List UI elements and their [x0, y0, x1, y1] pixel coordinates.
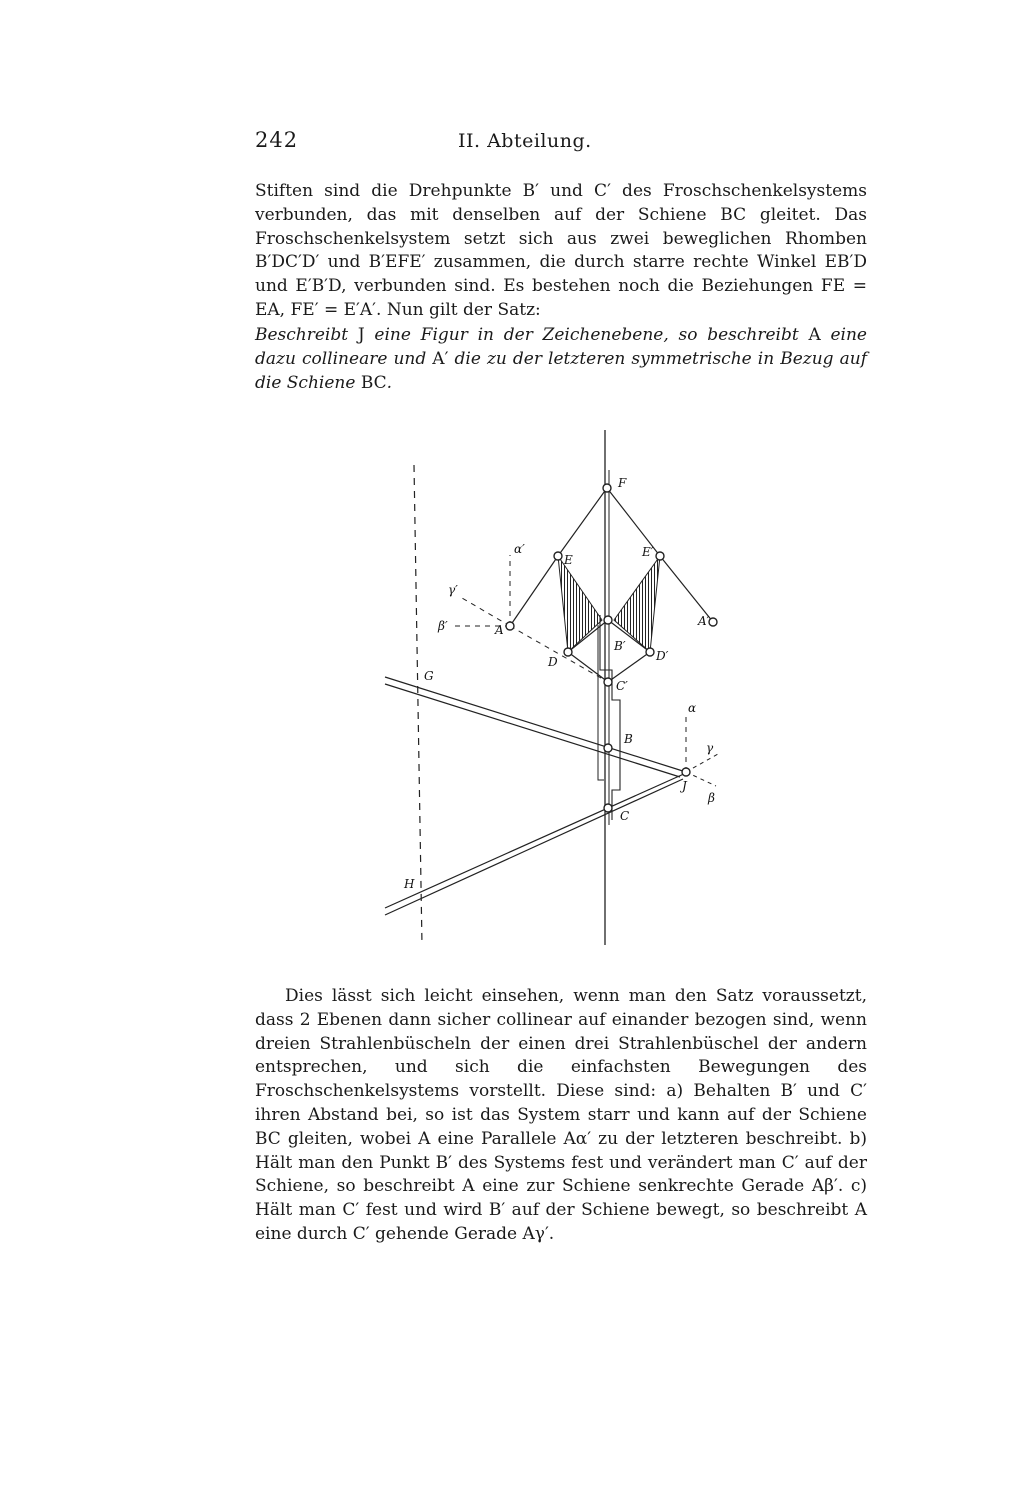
label-cprime: C′ [616, 679, 628, 693]
link-e-a [510, 556, 558, 626]
label-b: B [624, 732, 633, 746]
label-c: C [620, 809, 630, 823]
label-aprime: A′ [698, 614, 710, 628]
label-e: E [564, 553, 573, 567]
dashed-a-gamma-prime [462, 598, 510, 626]
theorem-text-3: eine dazu collineare und [255, 325, 867, 369]
label-d: D [548, 655, 558, 669]
joint-bprime [604, 616, 612, 624]
label-gamma: γ [706, 741, 714, 755]
theorem-statement [255, 324, 867, 395]
joint-f [603, 484, 611, 492]
paragraph-intro: Stiften sind die Drehpunkte B′ und C′ des Froschschenkelsystems verbunden, das mit denselben auf der Schiene BC gleitet. Das Froschschenkelsystem setzt sich aus zwei beweglichen Rhomben B′DC′D′ und B′EFE′ zusammen, die durch starre rechte Winkel EB′D und E′B′D, verbunden sind. Es bestehen noch die Beziehungen FE = EA, FE′ = E′A′. Nun gilt der Satz: [255, 181, 867, 320]
page-number: 242 [255, 128, 299, 152]
dashed-j-gamma [686, 754, 718, 772]
link-eprime-aprime [660, 556, 713, 622]
label-gamma-prime: γ′ [448, 583, 458, 597]
rod-gj-a [385, 677, 686, 772]
running-head: II. Abteilung. [458, 130, 592, 152]
theorem-text-2: eine Figur in der Zeichenebene, so beschreibt [364, 325, 809, 345]
theorem-text-5: . [386, 372, 393, 393]
joint-aprime [709, 618, 717, 626]
joint-a [506, 622, 514, 630]
label-eprime: E′ [642, 545, 654, 559]
theorem-point-a: A [808, 325, 821, 345]
theorem-text-4: die zu der letzteren symmetrische in Bezug auf die Schiene [255, 348, 868, 393]
dashed-a-cprime [510, 626, 608, 682]
slider-block-2 [598, 625, 604, 780]
dashed-vertical-left [414, 465, 422, 945]
link-d-cprime [568, 652, 608, 682]
joint-dprime [646, 648, 654, 656]
theorem-line-bc: BC [360, 372, 387, 393]
hatched-plate-right [614, 556, 660, 652]
theorem-point-a-prime: A′ [432, 348, 449, 369]
theorem-text-1: Beschreibt [255, 325, 358, 345]
joint-c [604, 804, 612, 812]
joint-j [682, 768, 690, 776]
label-bprime: B′ [614, 639, 626, 653]
linkage-figure [380, 430, 720, 950]
joint-b [604, 744, 612, 752]
label-j: J [682, 779, 687, 793]
link-dprime-cprime [608, 652, 650, 682]
paragraph-explanation: Dies lässt sich leicht einsehen, wenn man den Satz voraussetzt, dass 2 Ebenen dann sicher collinear auf einander bezogen sind, wenn dreien Strahlenbüscheln der einen drei Strahlenbüschel der andern entsprechen, und sich die einfachsten Bewegungen des Froschschenkelsystems vorstellt. Diese sind: a) Behalten B′ und C′ ihren Abstand bei, so ist das System starr und kann auf der Schiene BC gleiten, wobei A eine Parallele Aα′ zu der letzteren beschreibt. b) Hält man den Punkt B′ des Systems fest und verändert man C′ auf der Schiene, so beschreibt A eine zur Schiene senkrechte Gerade Aβ′. c) Hält man C′ fest und wird B′ auf der Schiene bewegt, so beschreibt A eine durch C′ gehende Gerade Aγ′. [255, 986, 867, 1244]
rod-gj-b [385, 684, 680, 777]
label-a: A [495, 623, 504, 637]
dashed-j-beta [686, 772, 716, 786]
rod-hj-a [385, 773, 686, 908]
linkage-diagram [380, 430, 720, 950]
rod-hj-b [385, 779, 683, 915]
theorem-point-j: J [357, 325, 365, 345]
link-f-e [558, 488, 607, 556]
label-dprime: D′ [656, 649, 669, 663]
label-alpha: α [688, 701, 697, 715]
label-beta-prime: β′ [438, 619, 448, 633]
label-beta: β [708, 791, 715, 805]
label-alpha-prime: α′ [514, 542, 525, 556]
joint-eprime [656, 552, 664, 560]
label-f: F [618, 476, 627, 490]
joint-d [564, 648, 572, 656]
joint-cprime [604, 678, 612, 686]
joint-e [554, 552, 562, 560]
label-h: H [404, 877, 415, 891]
hatched-plate-left [558, 556, 602, 652]
label-g: G [424, 669, 434, 683]
